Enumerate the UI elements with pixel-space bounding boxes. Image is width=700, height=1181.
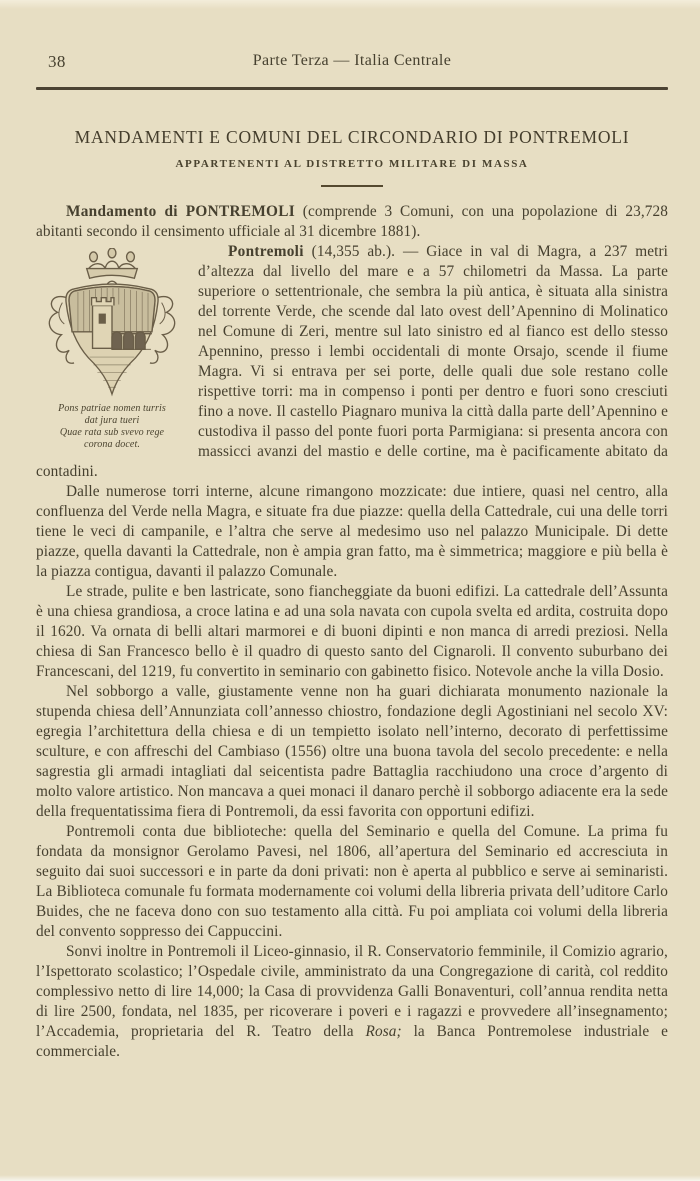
section-subtitle: APPARTENENTI AL DISTRETTO MILITARE DI MASSA [175,158,529,170]
paragraph-mandamento [36,202,668,242]
istituzioni-tail: la Banca Pontremolese industriale e commerciale. [36,1023,668,1060]
paragraph-torri: Dalle numerose torri interne, alcune rimangono mozzicate: due intiere, quasi nel centro, alla confluenza del Verde nella Magra, e situate fra due piazze: quella della Cattedrale, cui una delle torri tiene le veci di campanile, e l’altra che serve al medesimo uso nel palazzo Municipale. Di dette piazze, quella davanti la Cattedrale, non è ampia gran fatto, ma è simmetrica; maggiore e più bella è la piazza contigua, davanti il palazzo Comunale. [36,483,668,580]
body-text [36,202,668,1062]
paragraph-strade: Le strade, pulite e ben lastricate, sono fiancheggiate da buoni edifizi. La cattedrale dell’Assunta è una chiesa grandiosa, a croce latina e ad una sola navata con cupola svelta ed ardita, costruita dopo il 1620. Va ornata di belli altari marmorei e di buoni dipinti e non manca di arredi preziosi. Nella chiesa di San Francesco bello è il quadro di questo santo del Cignaroli. Il convento suburbano dei Francescani, del 1219, fu convertito in seminario con gabinetto fisico. Notevole anche la villa Dosio. [36,583,668,680]
caption-line: corona docet. [84,439,140,450]
paragraph-sobborgo: Nel sobborgo a valle, giustamente venne non ha guari dichiarata monumento nazionale la stupenda chiesa dell’Annunziata coll’annesso chiostro, fondazione degli Agostiniani nel secolo XV: egregia l’architettura della chiesa e di un tempietto isolato nell’interno, decorato di perfettissime sculture, e con affreschi del Cambiaso (1556) oltre una buona tavola del secolo precedente: e nella sagrestia gli armadi intagliati dal seicentista padre Battaglia racchiudono una croce d’argento di molto valore artistico. Non mancava a quei monaci il danaro perchè il sobborgo adiacente era la sede della frequentatissima fiera di Pontremoli, da essi favorita con opportuni edifizi. [36,683,668,820]
running-title: Parte Terza — Italia Centrale [252,52,452,69]
figure-caption [36,403,188,451]
caption-line: dat jura tueri [84,415,140,426]
pontremoli-lead: Pontremoli [228,243,304,260]
coat-of-arms-illustration [39,248,185,400]
caption-line: Pons patriae nomen turris [58,403,166,414]
istituzioni-text: Sonvi inoltre in Pontremoli il Liceo-ginnasio, il R. Conservatorio femminile, il Comizio agrario, l’Ispettorato scolastico; l’Ospedale civile, amministrato da una Congregazione di carità, col reddito complessivo netto di lire 14,000; la Casa di provvidenza Galli Bonaventuri, coll’annua rendita netta di lire 2500, fondata, nel 1835, per ricoverare i poveri e i ragazzi e provvedere all’insegnamento; l’Accademia, proprietaria del R. Teatro della [36,943,668,1040]
istituzioni-italic: Rosa; [365,1023,402,1040]
pontremoli-text: (14,355 ab.). — Giace in val di Magra, a 237 metri d’altezza dal livello del mare e a 57 chilometri da Massa. La parte superiore o settentrionale, che sembra la più antica, è situata alla sinistra del torrente Verde, che scende dal lato ovest dell’Apennino di Molinatico nel Comune di Zeri, mentre sul lato sinistro ed al fianco est dello stesso Apennino, presso i lembi occidentali di monte Orsajo, scende il fiume Magra. Vi si entrava per sei porte, delle quali due sole restano colle rispettive torri: ma in compenso i ponti per dentro e fuori sono cresciuti fino a nove. Il castello Piagnaro muniva la città dalla parte dell’Apennino e custodiva il passo del ponte fuori porta Parmigiana: si presenta ancora con massicci avanzi del mastio e delle cortine, ma è pacificamente abitato da contadini. [36,243,668,480]
section-title: MANDAMENTI E COMUNI DEL CIRCONDARIO DI PONTREMOLI [74,127,630,147]
paragraph-istituzioni [36,942,668,1062]
page-number: 38 [48,52,66,71]
mandamento-text: (comprende 3 Comuni, con una popolazione di 23,728 abitanti secondo il censimento ufficiale al 31 dicembre 1881). [36,203,668,240]
mandamento-lead: Mandamento di PONTREMOLI [66,203,296,220]
header-rule [36,87,668,90]
caption-line: Quae rata sub svevo rege [59,427,165,438]
coat-of-arms-figure [36,248,188,451]
title-divider [321,185,383,187]
page-header [36,52,668,74]
page-edge-bottom [0,1175,700,1181]
paragraph-biblioteche: Pontremoli conta due biblioteche: quella del Seminario e quella del Comune. La prima fu fondata da monsignor Gerolamo Pavesi, nel 1806, all’apertura del Seminario ed accresciuta in seguito dai suoi successori e in parte da doni privati: non è aperta al pubblico e serve ai seminaristi. La Biblioteca comunale fu formata modernamente coi volumi della libreria privata dell’uditore Carlo Buides, che ne faceva dono con suo testamento alla città. Fu poi ampliata coi volumi della libreria del convento soppresso dei Cappuccini. [36,823,668,940]
